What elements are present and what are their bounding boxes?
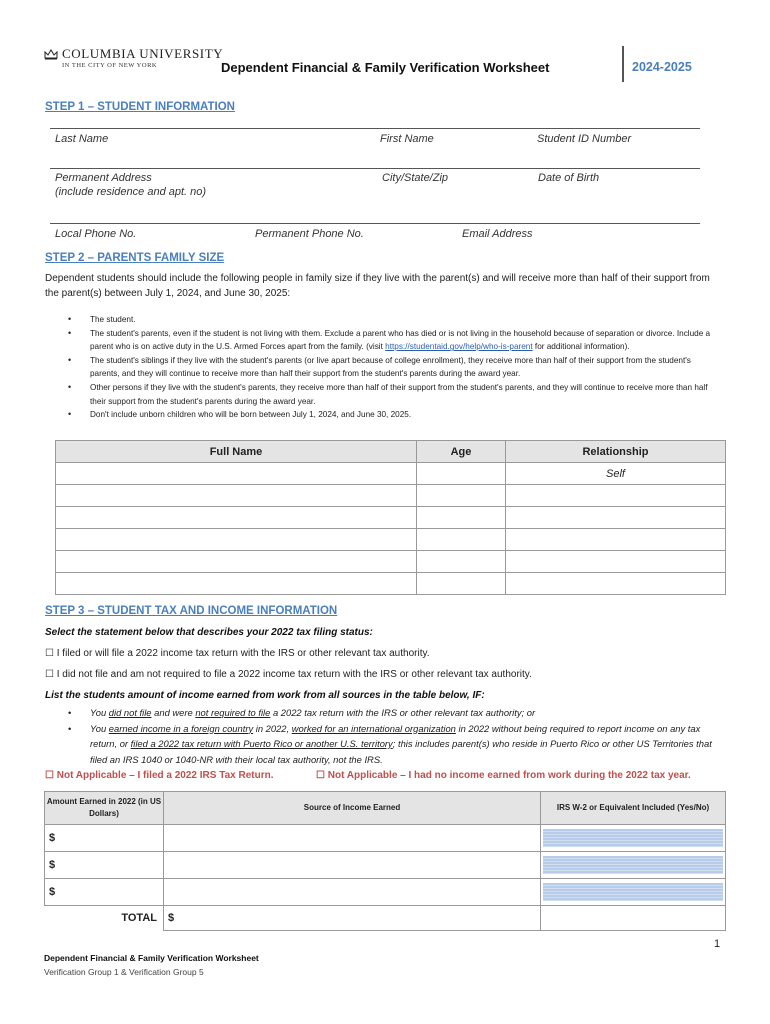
email-label: Email Address xyxy=(462,228,533,240)
table-header-row xyxy=(56,441,726,463)
student-id-label: Student ID Number xyxy=(537,133,632,145)
total-amount-cell[interactable]: $ xyxy=(164,906,541,931)
relationship-cell[interactable] xyxy=(506,529,726,551)
table-row xyxy=(56,551,726,573)
source-cell[interactable] xyxy=(164,825,541,852)
income-list-intro: List the students amount of income earned from work from all sources in the table below, IF: xyxy=(45,690,485,701)
first-name-label: First Name xyxy=(380,133,434,145)
age-cell[interactable] xyxy=(417,551,506,573)
tax-status-prompt: Select the statement below that describes your 2022 tax filing status: xyxy=(45,627,373,638)
list-item: • The student's siblings if they live with the student's parents (or live apart because of college enrollment), they receive more than half of their support from the student's parents, and they will continue to receive more than half their support from the student's parents during the award year. xyxy=(68,354,720,381)
source-cell[interactable] xyxy=(164,852,541,879)
relationship-cell[interactable] xyxy=(506,551,726,573)
col-full-name: Full Name xyxy=(56,441,417,463)
w2-cell[interactable] xyxy=(541,852,726,879)
option-filed[interactable]: ☐ I filed or will file a 2022 income tax return with the IRS or other relevant tax authority. xyxy=(45,648,430,659)
table-row xyxy=(45,879,726,906)
table-row xyxy=(56,573,726,595)
w2-input[interactable] xyxy=(543,856,723,874)
total-row xyxy=(45,906,726,931)
amount-cell[interactable]: $ xyxy=(45,879,164,906)
city-state-zip-label: City/State/Zip xyxy=(382,172,449,184)
col-source: Source of Income Earned xyxy=(164,792,541,825)
name-cell[interactable] xyxy=(56,573,417,595)
step1-line-2[interactable] xyxy=(50,168,700,169)
w2-cell[interactable] xyxy=(541,879,726,906)
list-item: • Other persons if they live with the student's parents, they receive more than half of their support from the student's parents, and they will continue to receive more than half their support from the student's parents during the award year. xyxy=(68,381,720,408)
list-item: • You earned income in a foreign country in 2022, worked for an international organization in 2022 without being required to report income on any tax return, or filed a 2022 tax return with Puerto Rico or another U.S. territory; this includes parent(s) who reside in Puerto Rico or other US Territories that filed an IRS 1040 or 1040-NR with their local tax authority, not the IRS. xyxy=(68,721,728,768)
table-row xyxy=(56,485,726,507)
name-cell[interactable] xyxy=(56,507,417,529)
award-year: 2024-2025 xyxy=(632,60,692,74)
list-item: • Don't include unborn children who will be born between July 1, 2024, and June 30, 2025. xyxy=(68,408,720,422)
name-cell[interactable] xyxy=(56,551,417,573)
col-w2: IRS W-2 or Equivalent Included (Yes/No) xyxy=(541,792,726,825)
footer-title: Dependent Financial & Family Verification Worksheet xyxy=(44,953,259,963)
col-age: Age xyxy=(417,441,506,463)
step1-heading: STEP 1 – STUDENT INFORMATION xyxy=(45,101,235,113)
option-not-required[interactable]: ☐ I did not file and am not required to file a 2022 income tax return with the IRS or other relevant tax authority. xyxy=(45,669,532,680)
income-conditions xyxy=(68,705,728,767)
age-cell[interactable] xyxy=(417,485,506,507)
age-cell[interactable] xyxy=(417,573,506,595)
income-table xyxy=(44,791,726,931)
address-note: (include residence and apt. no) xyxy=(55,186,207,198)
table-row xyxy=(56,463,726,485)
address-label: Permanent Address xyxy=(55,172,152,184)
step2-intro: Dependent students should include the following people in family size if they live with the parent(s) and will receive more than half of their support from the parent(s) between July 1, 2024, and June 30, 2025: xyxy=(45,273,710,299)
relationship-cell: Self xyxy=(506,463,726,485)
who-is-parent-link[interactable]: https://studentaid.gov/help/who-is-parent xyxy=(385,342,533,352)
perm-phone-label: Permanent Phone No. xyxy=(255,228,364,240)
name-cell[interactable] xyxy=(56,485,417,507)
name-cell[interactable] xyxy=(56,529,417,551)
relationship-cell[interactable] xyxy=(506,573,726,595)
step1-line-1[interactable] xyxy=(50,128,700,129)
amount-cell[interactable]: $ xyxy=(45,852,164,879)
col-relationship: Relationship xyxy=(506,441,726,463)
source-cell[interactable] xyxy=(164,879,541,906)
last-name-label: Last Name xyxy=(55,133,109,145)
w2-input[interactable] xyxy=(543,883,723,901)
university-name: COLUMBIA UNIVERSITY xyxy=(62,46,224,61)
not-applicable-no-income[interactable]: ☐ Not Applicable – I had no income earned from work during the 2022 tax year. xyxy=(316,770,691,781)
not-applicable-filed[interactable]: ☐ Not Applicable – I filed a 2022 IRS Tax Return. xyxy=(45,770,274,781)
relationship-cell[interactable] xyxy=(506,507,726,529)
w2-cell[interactable] xyxy=(541,825,726,852)
table-row xyxy=(45,852,726,879)
total-label: TOTAL xyxy=(45,906,164,931)
total-empty-cell xyxy=(541,906,726,931)
col-amount: Amount Earned in 2022 (in US Dollars) xyxy=(45,792,164,825)
age-cell[interactable] xyxy=(417,507,506,529)
table-row xyxy=(45,825,726,852)
w2-input[interactable] xyxy=(543,829,723,847)
table-row xyxy=(56,507,726,529)
footer-subtitle: Verification Group 1 & Verification Group 5 xyxy=(44,967,204,977)
step3-heading: STEP 3 – STUDENT TAX AND INCOME INFORMATION xyxy=(45,605,338,617)
crown-icon xyxy=(44,48,58,60)
amount-cell[interactable]: $ xyxy=(45,825,164,852)
page-number: 1 xyxy=(714,938,721,950)
relationship-cell[interactable] xyxy=(506,485,726,507)
age-cell[interactable] xyxy=(417,529,506,551)
step2-heading: STEP 2 – PARENTS FAMILY SIZE xyxy=(45,252,225,264)
table-header-row xyxy=(45,792,726,825)
step1-line-3[interactable] xyxy=(50,223,700,224)
university-city: IN THE CITY OF NEW YORK xyxy=(62,62,158,69)
name-cell[interactable] xyxy=(56,463,417,485)
age-cell[interactable] xyxy=(417,463,506,485)
table-row xyxy=(56,529,726,551)
list-item: • You did not file and were not required to file a 2022 tax return with the IRS or other relevant tax authority; or xyxy=(68,705,728,721)
document-title: Dependent Financial & Family Verification Worksheet xyxy=(221,60,550,75)
dob-label: Date of Birth xyxy=(538,172,600,184)
list-item: • The student's parents, even if the student is not living with them. Exclude a parent who has died or is not living in the household because of separation or divorce. Include a parent who is on active duty in the U.S. Armed Forces apart from the family. (visit https://studentaid.gov/help/who-is-parent for additional information). xyxy=(68,327,720,354)
family-size-rules xyxy=(68,313,720,422)
local-phone-label: Local Phone No. xyxy=(55,228,137,240)
header-divider xyxy=(622,46,624,82)
family-size-table xyxy=(55,440,726,595)
list-item: • The student. xyxy=(68,313,720,327)
